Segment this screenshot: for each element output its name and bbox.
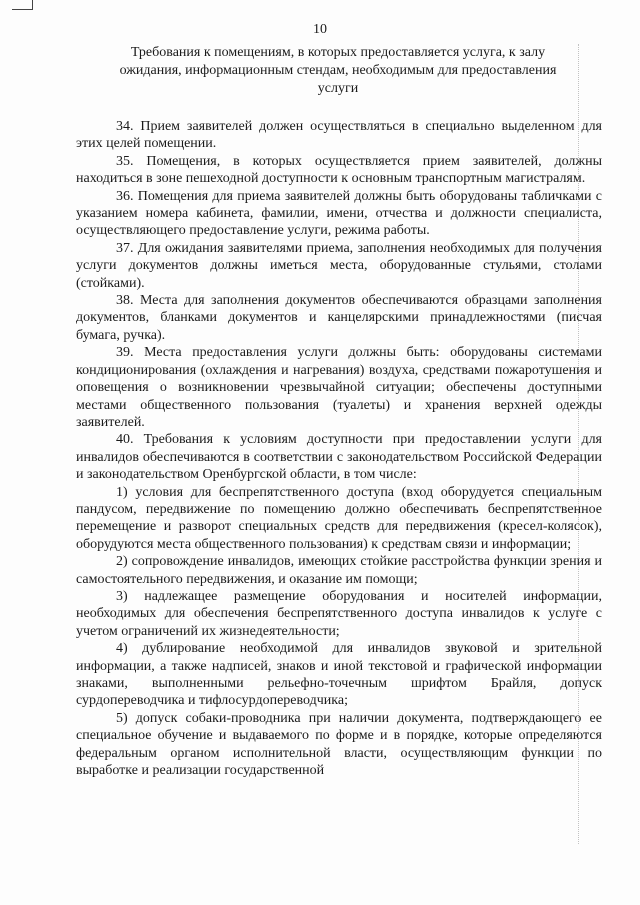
paragraph-40: 40. Требования к условиям доступности при предоставлении услуги для инвалидов обеспечиваются в соответствии с законодательством Российской Федерации и законодательством Оренбургской области, в том числе:	[76, 432, 602, 483]
page-number: 10	[313, 22, 327, 37]
paragraph-40-item-2: 2) сопровождение инвалидов, имеющих стойкие расстройства функции зрения и самостоятельного передвижения, и оказание им помощи;	[76, 554, 602, 587]
paragraph-39: 39. Места предоставления услуги должны быть: оборудованы системами кондиционирования (охлаждения и нагревания) воздуха, средствами пожаротушения и оповещения о возникновении чрезвычайной ситуации; обеспечены доступными местами общественного пользования (туалеты) и хранения верхней одежды заявителей.	[76, 345, 602, 430]
paragraph-36: 36. Помещения для приема заявителей должны быть оборудованы табличками с указанием номера кабинета, фамилии, имени, отчества и должности специалиста, осуществляющего предоставление услуги, режима работы.	[76, 188, 602, 239]
paragraph-37: 37. Для ожидания заявителями приема, заполнения необходимых для получения услуги документов должны иметься места, оборудованные стульями, столами (стойками).	[76, 240, 602, 291]
paragraph-40-item-3: 3) надлежащее размещение оборудования и носителей информации, необходимых для обеспечения беспрепятственного доступа инвалидов к услуге с учетом ограничений их жизнедеятельности;	[76, 588, 602, 639]
paragraph-40-item-4: 4) дублирование необходимой для инвалидов звуковой и зрительной информации, а также надписей, знаков и иной текстовой и графической информации знаками, выполненными рельефно-точечным шрифтом Брайля, допуск сурдопереводчика и тифлосурдопереводчика;	[76, 641, 602, 709]
section-heading: Требования к помещениям, в которых предоставляется услуга, к залу ожидания, информационным стендам, необходимым для предоставления услуги	[119, 45, 557, 96]
document-body	[76, 118, 602, 779]
paragraph-40-item-5: 5) допуск собаки-проводника при наличии документа, подтверждающего ее специальное обучение и выдаваемого по форме и в порядке, которые определяются федеральным органом исполнительной власти, осуществляющим функции по выработке и реализации государственной	[76, 710, 602, 779]
scan-corner-mark	[12, 0, 33, 10]
paragraph-34: 34. Прием заявителей должен осуществляться в специально выделенном для этих целей помещении.	[76, 119, 602, 152]
paragraph-40-item-1: 1) условия для беспрепятственного доступа (вход оборудуется специальным пандусом, передвижение по помещению должно обеспечивать беспрепятственное перемещение и разворот специальных средств для передвижения (кресел-колясок), оборудуются места общественного пользования) к средствам связи и информации;	[76, 484, 602, 552]
paragraph-38: 38. Места для заполнения документов обеспечиваются образцами заполнения документов, бланками документов и канцелярскими принадлежностями (писчая бумага, ручка).	[76, 293, 602, 343]
paragraph-35: 35. Помещения, в которых осуществляется прием заявителей, должны находиться в зоне пешеходной доступности к основным транспортным магистралям.	[76, 153, 602, 187]
